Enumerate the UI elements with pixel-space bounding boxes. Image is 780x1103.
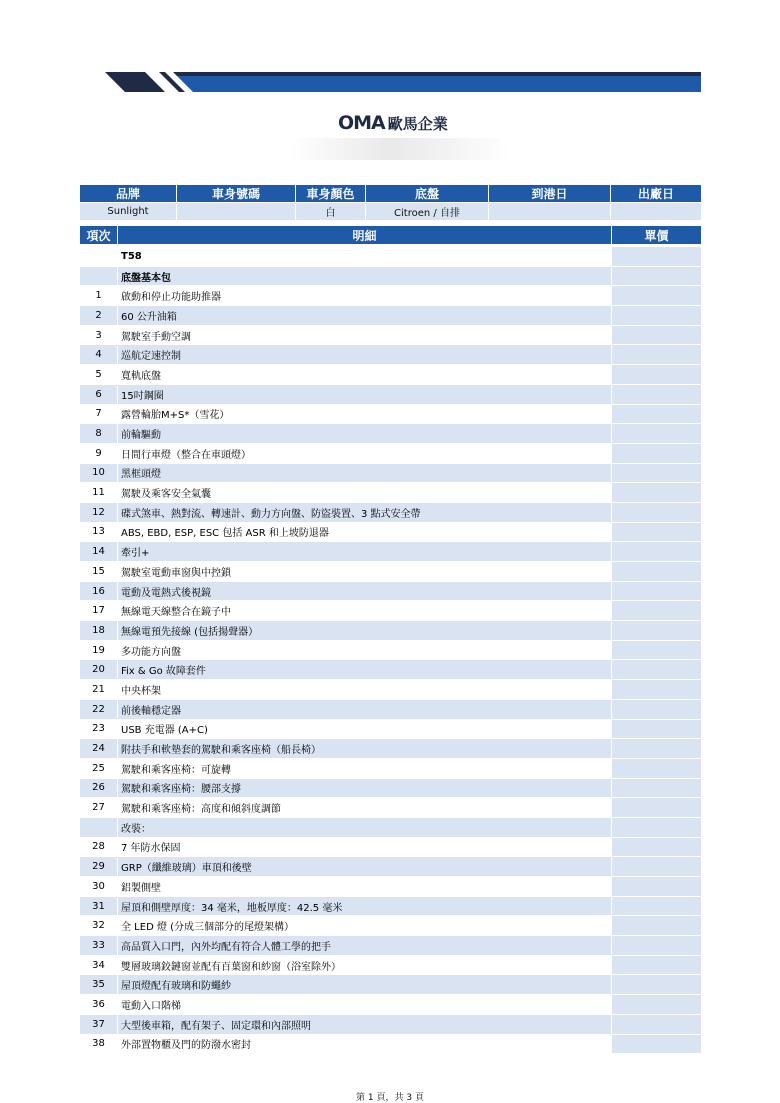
table-row <box>80 798 702 818</box>
item-price <box>612 877 702 897</box>
item-price <box>612 306 702 326</box>
table-row <box>80 247 702 267</box>
table-row <box>80 975 702 995</box>
item-number: 11 <box>80 483 118 503</box>
table-row <box>80 995 702 1015</box>
table-row <box>80 778 702 798</box>
detail-table <box>79 246 702 1054</box>
header-banner <box>105 72 701 92</box>
item-price <box>612 463 702 483</box>
company-logo <box>338 112 448 134</box>
item-number: 32 <box>80 916 118 936</box>
item-price <box>612 758 702 778</box>
item-price <box>612 936 702 956</box>
table-row <box>80 621 702 641</box>
item-price <box>612 345 702 365</box>
table-row <box>80 542 702 562</box>
value-factory-date <box>611 203 702 221</box>
item-description: 大型後車箱，配有架子、固定環和內部照明 <box>118 1014 612 1034</box>
header-arrival-date: 到港日 <box>489 185 611 203</box>
item-number: 34 <box>80 955 118 975</box>
item-description: 露營輪胎M+S*（雪花） <box>118 404 612 424</box>
item-price <box>612 384 702 404</box>
header-chassis: 底盤 <box>366 185 489 203</box>
table-row <box>80 424 702 444</box>
header-detail: 明細 <box>118 226 612 245</box>
item-price <box>612 857 702 877</box>
item-description: 無線電預先接線 (包括揚聲器） <box>118 621 612 641</box>
item-description: 全 LED 燈 (分成三個部分的尾燈架構） <box>118 916 612 936</box>
item-price <box>612 817 702 837</box>
item-number: 35 <box>80 975 118 995</box>
item-description: 駕駛室手動空調 <box>118 325 612 345</box>
table-row <box>80 266 702 286</box>
table-row <box>80 817 702 837</box>
item-price <box>612 621 702 641</box>
item-description: 電動及電熱式後視鏡 <box>118 581 612 601</box>
item-number: 31 <box>80 896 118 916</box>
item-description: 外部置物櫃及門的防潑水密封 <box>118 1034 612 1054</box>
item-number: 24 <box>80 739 118 759</box>
table-row <box>80 680 702 700</box>
item-price <box>612 680 702 700</box>
table-row <box>80 345 702 365</box>
item-description: 60 公升油箱 <box>118 306 612 326</box>
item-price <box>612 247 702 267</box>
table-row <box>80 916 702 936</box>
item-description: 無線電天線整合在鏡子中 <box>118 601 612 621</box>
header-factory-date: 出廠日 <box>611 185 702 203</box>
item-number: 9 <box>80 443 118 463</box>
table-row <box>80 1034 702 1054</box>
item-price <box>612 266 702 286</box>
table-row <box>80 443 702 463</box>
item-description: 牽引+ <box>118 542 612 562</box>
item-description: 駕駛及乘客安全氣囊 <box>118 483 612 503</box>
item-number <box>80 266 118 286</box>
item-description: 駕駛和乘客座椅：高度和傾斜度調節 <box>118 798 612 818</box>
item-description: 多功能方向盤 <box>118 640 612 660</box>
item-description: 鋁製側壁 <box>118 877 612 897</box>
item-number: 25 <box>80 758 118 778</box>
item-price <box>612 995 702 1015</box>
table-row <box>80 384 702 404</box>
table-row <box>80 758 702 778</box>
table-row <box>80 601 702 621</box>
table-row <box>80 286 702 306</box>
logo-shadow <box>290 138 510 160</box>
table-row <box>80 365 702 385</box>
item-description: 日間行車燈（整合在車頭燈） <box>118 443 612 463</box>
item-description: 巡航定速控制 <box>118 345 612 365</box>
table-row <box>80 896 702 916</box>
item-number: 18 <box>80 621 118 641</box>
value-vin <box>177 203 296 221</box>
table-row <box>80 660 702 680</box>
table-row <box>80 739 702 759</box>
item-price <box>612 365 702 385</box>
item-price <box>612 837 702 857</box>
item-price <box>612 404 702 424</box>
item-price <box>612 719 702 739</box>
item-price <box>612 798 702 818</box>
value-chassis: Citroen / 自排 <box>366 203 489 221</box>
company-name: 歐馬企業 <box>387 114 448 133</box>
item-number: 16 <box>80 581 118 601</box>
item-description: 15吋鋼圈 <box>118 384 612 404</box>
value-color: 白 <box>296 203 366 221</box>
item-description: 前輪驅動 <box>118 424 612 444</box>
page-footer: 第 1 頁，共 3 頁 <box>356 1093 424 1103</box>
item-description: 前後軸穩定器 <box>118 699 612 719</box>
item-price <box>612 739 702 759</box>
item-description: 附扶手和軟墊套的駕駛和乘客座椅（船長椅） <box>118 739 612 759</box>
table-row <box>80 857 702 877</box>
item-price <box>612 660 702 680</box>
item-price <box>612 483 702 503</box>
header-price: 單價 <box>612 226 702 245</box>
item-price <box>612 601 702 621</box>
item-price <box>612 699 702 719</box>
detail-body <box>80 247 702 1054</box>
item-number: 12 <box>80 502 118 522</box>
item-number: 27 <box>80 798 118 818</box>
item-description: Fix & Go 故障套件 <box>118 660 612 680</box>
header-color: 車身顏色 <box>296 185 366 203</box>
vehicle-info-table <box>79 184 702 221</box>
item-number: 28 <box>80 837 118 857</box>
table-row <box>80 1014 702 1034</box>
item-description: 屋頂和側壁厚度：34 毫米，地板厚度：42.5 毫米 <box>118 896 612 916</box>
item-description: 7 年防水保固 <box>118 837 612 857</box>
value-brand: Sunlight <box>80 203 177 221</box>
item-number: 19 <box>80 640 118 660</box>
item-price <box>612 286 702 306</box>
table-row <box>80 306 702 326</box>
item-description: 黑框頭燈 <box>118 463 612 483</box>
table-row <box>80 522 702 542</box>
item-description: USB 充電器 (A+C) <box>118 719 612 739</box>
table-row <box>80 837 702 857</box>
item-number: 23 <box>80 719 118 739</box>
table-row <box>80 562 702 582</box>
item-number: 6 <box>80 384 118 404</box>
item-description: GRP（纖維玻璃）車頂和後壁 <box>118 857 612 877</box>
item-number: 1 <box>80 286 118 306</box>
item-number: 26 <box>80 778 118 798</box>
item-price <box>612 955 702 975</box>
item-description: 駕駛室電動車窗與中控鎖 <box>118 562 612 582</box>
item-description: 啟動和停止功能助推器 <box>118 286 612 306</box>
item-price <box>612 542 702 562</box>
table-row <box>80 936 702 956</box>
item-price <box>612 1014 702 1034</box>
item-number: 30 <box>80 877 118 897</box>
item-price <box>612 502 702 522</box>
item-number: 7 <box>80 404 118 424</box>
item-description: 駕駛和乘客座椅：腰部支撐 <box>118 778 612 798</box>
header-brand: 品牌 <box>80 185 177 203</box>
item-number: 13 <box>80 522 118 542</box>
item-description: 高品質入口門，內外均配有符合人體工學的把手 <box>118 936 612 956</box>
item-description: 改裝： <box>118 817 612 837</box>
item-description: 雙層玻璃鉸鏈窗並配有百葉窗和紗窗（浴室除外） <box>118 955 612 975</box>
table-row <box>80 640 702 660</box>
item-description: 碟式煞車、熱對流、轉速計、動力方向盤、防盜裝置、3 點式安全帶 <box>118 502 612 522</box>
item-description: 中央杯架 <box>118 680 612 700</box>
item-price <box>612 325 702 345</box>
item-number: 21 <box>80 680 118 700</box>
item-price <box>612 562 702 582</box>
logo-mark: OMA <box>338 112 385 134</box>
item-number: 5 <box>80 365 118 385</box>
item-number: 8 <box>80 424 118 444</box>
info-value-row <box>80 203 702 221</box>
table-row <box>80 699 702 719</box>
table-row <box>80 502 702 522</box>
item-price <box>612 778 702 798</box>
item-description: 寬軌底盤 <box>118 365 612 385</box>
table-row <box>80 719 702 739</box>
item-number: 37 <box>80 1014 118 1034</box>
item-price <box>612 640 702 660</box>
table-row <box>80 483 702 503</box>
item-number: 33 <box>80 936 118 956</box>
table-row <box>80 325 702 345</box>
table-row <box>80 581 702 601</box>
item-number: 4 <box>80 345 118 365</box>
item-number: 36 <box>80 995 118 1015</box>
item-price <box>612 424 702 444</box>
item-price <box>612 896 702 916</box>
item-description: ABS, EBD, ESP, ESC 包括 ASR 和上坡防退器 <box>118 522 612 542</box>
value-arrival-date <box>489 203 611 221</box>
table-row <box>80 463 702 483</box>
item-number: 15 <box>80 562 118 582</box>
item-number: 38 <box>80 1034 118 1054</box>
header-item: 項次 <box>80 226 118 245</box>
table-row <box>80 877 702 897</box>
item-number: 22 <box>80 699 118 719</box>
item-number: 29 <box>80 857 118 877</box>
detail-header-row <box>80 226 702 245</box>
item-number: 3 <box>80 325 118 345</box>
item-number <box>80 817 118 837</box>
item-description: 屋頂燈配有玻璃和防蠅紗 <box>118 975 612 995</box>
item-description: 駕駛和乘客座椅：可旋轉 <box>118 758 612 778</box>
item-number: 10 <box>80 463 118 483</box>
item-number: 20 <box>80 660 118 680</box>
item-price <box>612 522 702 542</box>
item-description: 底盤基本包 <box>118 266 612 286</box>
item-number: 14 <box>80 542 118 562</box>
item-price <box>612 975 702 995</box>
item-description: T58 <box>118 247 612 267</box>
info-header-row <box>80 185 702 203</box>
item-price <box>612 581 702 601</box>
item-number: 2 <box>80 306 118 326</box>
item-number <box>80 247 118 267</box>
item-price <box>612 916 702 936</box>
table-row <box>80 404 702 424</box>
item-number: 17 <box>80 601 118 621</box>
item-description: 電動入口階梯 <box>118 995 612 1015</box>
item-price <box>612 1034 702 1054</box>
detail-header-table <box>79 225 702 245</box>
table-row <box>80 955 702 975</box>
header-vin: 車身號碼 <box>177 185 296 203</box>
item-price <box>612 443 702 463</box>
